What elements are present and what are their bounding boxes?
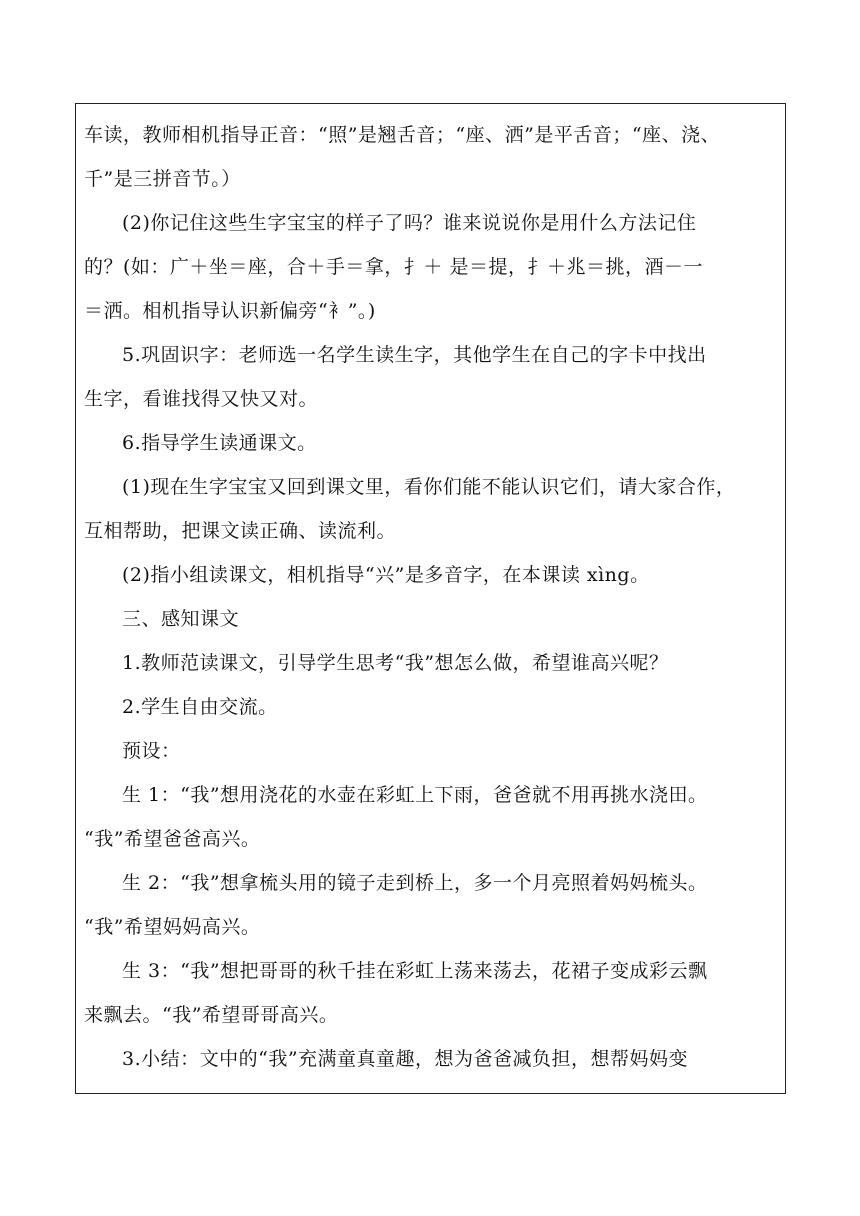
text-line: 生字，看谁找得又快又对。 <box>84 388 319 410</box>
text-line: ＝洒。相机指导认识新偏旁“衤”。) <box>84 300 376 322</box>
text-line: 来飘去。“我”希望哥哥高兴。 <box>84 1004 339 1026</box>
text-line: 互相帮助，把课文读正确、读流利。 <box>84 520 397 542</box>
text-line: 生 2：“我”想拿梳头用的镜子走到桥上，多一个月亮照着妈妈梳头。 <box>122 872 708 894</box>
text-line: 3.小结：文中的“我”充满童真童趣，想为爸爸减负担，想帮妈妈变 <box>122 1048 689 1070</box>
text-line: (1)现在生字宝宝又回到课文里，看你们能不能认识它们，请大家合作， <box>122 476 736 498</box>
text-line: “我”希望爸爸高兴。 <box>84 828 261 850</box>
text-line: 的？(如：广＋坐＝座，合＋手＝拿，扌＋ 是＝提，扌＋兆＝挑，酒－一 <box>84 256 703 278</box>
text-line: 2.学生自由交流。 <box>122 696 278 718</box>
text-line: “我”希望妈妈高兴。 <box>84 916 261 938</box>
section-heading: 三、感知课文 <box>122 608 240 630</box>
text-line: 1.教师范读课文，引导学生思考“我”想怎么做，希望谁高兴呢？ <box>122 652 669 674</box>
text-line: 生 3：“我”想把哥哥的秋千挂在彩虹上荡来荡去，花裙子变成彩云飘 <box>122 960 708 982</box>
table-cell-frame <box>75 103 786 1094</box>
text-line: (2)指小组读课文，相机指导“兴”是多音字，在本课读 xìng。 <box>122 564 650 586</box>
text-line: 千”是三拼音节。） <box>84 168 241 190</box>
text-line: 6.指导学生读通课文。 <box>122 432 317 454</box>
text-line: 生 1：“我”想用浇花的水壶在彩虹上下雨，爸爸就不用再挑水浇田。 <box>122 784 708 806</box>
text-line: 5.巩固识字：老师选一名学生读生字，其他学生在自己的字卡中找出 <box>122 344 707 366</box>
text-line: 车读，教师相机指导正音：“照”是翘舌音；“座、洒”是平舌音；“座、浇、 <box>84 124 721 146</box>
text-line: (2)你记住这些生字宝宝的样子了吗？谁来说说你是用什么方法记住 <box>122 212 697 234</box>
text-line: 预设： <box>122 740 181 762</box>
